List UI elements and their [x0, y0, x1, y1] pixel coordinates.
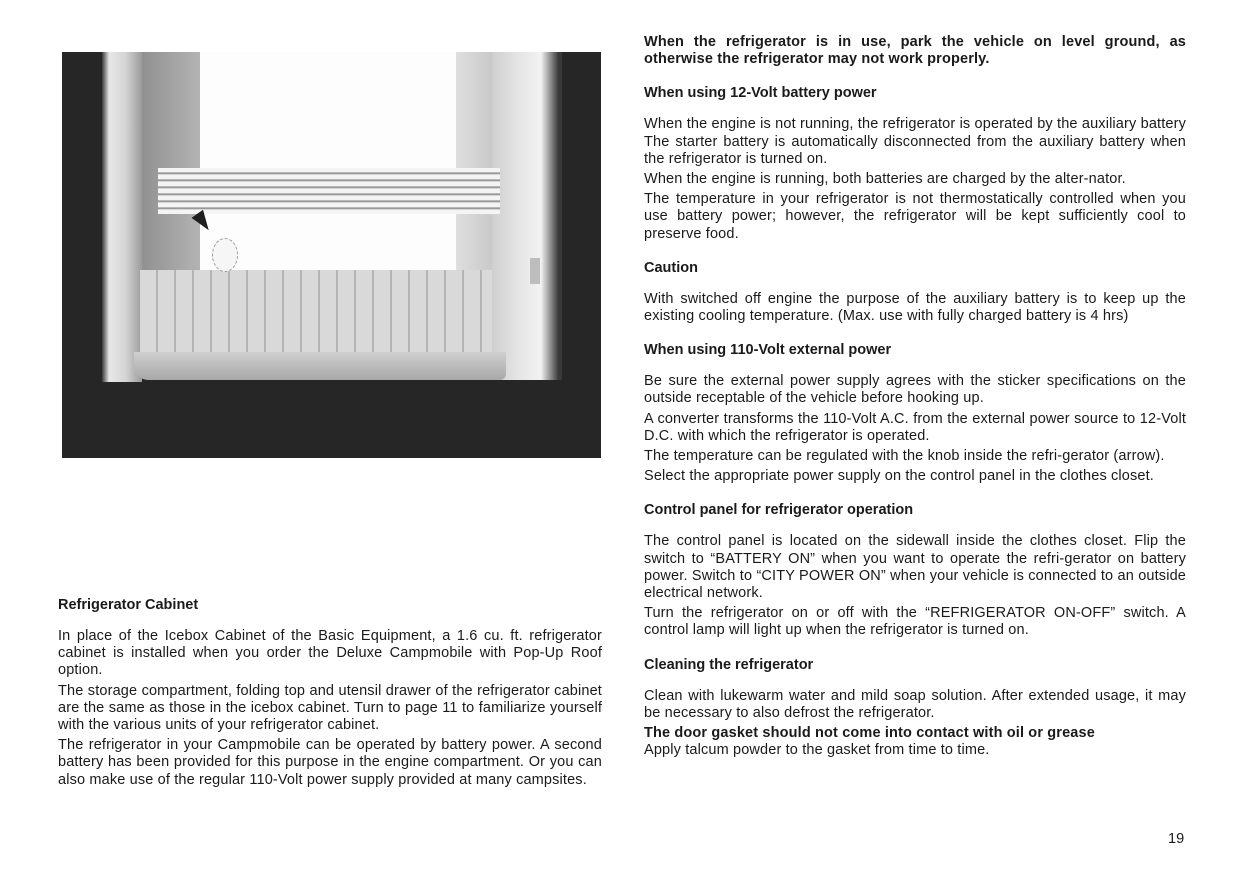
photo-back-wall — [200, 52, 456, 272]
paragraph: The temperature can be regulated with the knob inside the refri-gerator (arrow). — [644, 448, 1165, 465]
paragraph: The temperature in your refrigerator is not thermostatically controlled when you use battery power; however, the refrigerator will be kept sufficiently cool to preserve food. — [644, 191, 1186, 242]
temperature-knob — [212, 238, 238, 272]
photo-door-hinge — [530, 258, 540, 284]
section-heading-cleaning: Cleaning the refrigerator — [644, 656, 814, 673]
paragraph: Clean with lukewarm water and mild soap solution. After extended usage, it may be necessary to also defrost the refrigerator. — [644, 687, 1186, 721]
paragraph: The storage compartment, folding top and utensil drawer of the refrigerator cabinet are the same as those in the icebox cabinet. Turn to page 11 to familiarize yourself with the various units of your refrigerator cabinet. — [58, 682, 602, 734]
photo-right-frame — [492, 52, 562, 380]
gasket-care-note: Apply talcum powder to the gasket from time to time. — [644, 742, 990, 759]
paragraph: In place of the Icebox Cabinet of the Basic Equipment, a 1.6 cu. ft. refrigerator cabinet is installed when you order the Deluxe Campmobile with Pop-Up Roof option. — [58, 628, 602, 679]
right-column — [644, 34, 1186, 759]
paragraph: Select the appropriate power supply on the control panel in the clothes closet. — [644, 468, 1154, 485]
photo-wire-shelf — [158, 168, 500, 214]
section-heading-110-volt: When using 110-Volt external power — [644, 342, 892, 359]
refrigerator-photo — [62, 52, 601, 458]
section-heading-refrigerator-cabinet: Refrigerator Cabinet — [58, 597, 199, 613]
gasket-warning: The door gasket should not come into contact with oil or grease — [644, 725, 1095, 742]
photo-cabinet-lip — [134, 352, 506, 380]
section-heading-12-volt: When using 12-Volt battery power — [644, 85, 877, 102]
photo-left-frame — [102, 52, 142, 382]
paragraph: Turn the refrigerator on or off with the “REFRIGERATOR ON-OFF” switch. A control lamp will light up when the refrigerator is turned on. — [644, 605, 1186, 639]
paragraph: A converter transforms the 110-Volt A.C. from the external power source to 12-Volt D.C. with which the refrigerator is operated. — [644, 410, 1186, 444]
paragraph: With switched off engine the purpose of the auxiliary battery is to keep up the existing cooling temperature. (Max. use with fully charged battery is 4 hrs) — [644, 290, 1186, 325]
section-heading-caution: Caution — [644, 259, 698, 276]
left-column — [58, 596, 602, 792]
paragraph: The refrigerator in your Campmobile can be operated by battery power. A second battery has been provided for this purpose in the engine compartment. Or you can also make use of the regular 110-Volt power supply provided at many campsites. — [58, 737, 602, 788]
page-number: 19 — [1168, 831, 1185, 847]
level-ground-warning: When the refrigerator is in use, park the vehicle on level ground, as otherwise the refrigerator may not work properly. — [644, 34, 1186, 68]
section-heading-control-panel: Control panel for refrigerator operation — [644, 502, 914, 519]
paragraph: When the engine is running, both batteries are charged by the alter-nator. — [644, 171, 1126, 188]
paragraph: When the engine is not running, the refrigerator is operated by the auxiliary battery The starter battery is automatically disconnected from the auxiliary battery when the refrigerator is turned on. — [644, 116, 1186, 167]
paragraph: Be sure the external power supply agrees with the sticker specifications on the outside receptable of the vehicle before hooking up. — [644, 373, 1186, 407]
paragraph: The control panel is located on the sidewall inside the clothes closet. Flip the switch to “BATTERY ON” when you want to operate the refri-gerator on battery power. Switch to “CITY POWER ON” when your vehicle is connected to an outside electrical network. — [644, 533, 1186, 602]
